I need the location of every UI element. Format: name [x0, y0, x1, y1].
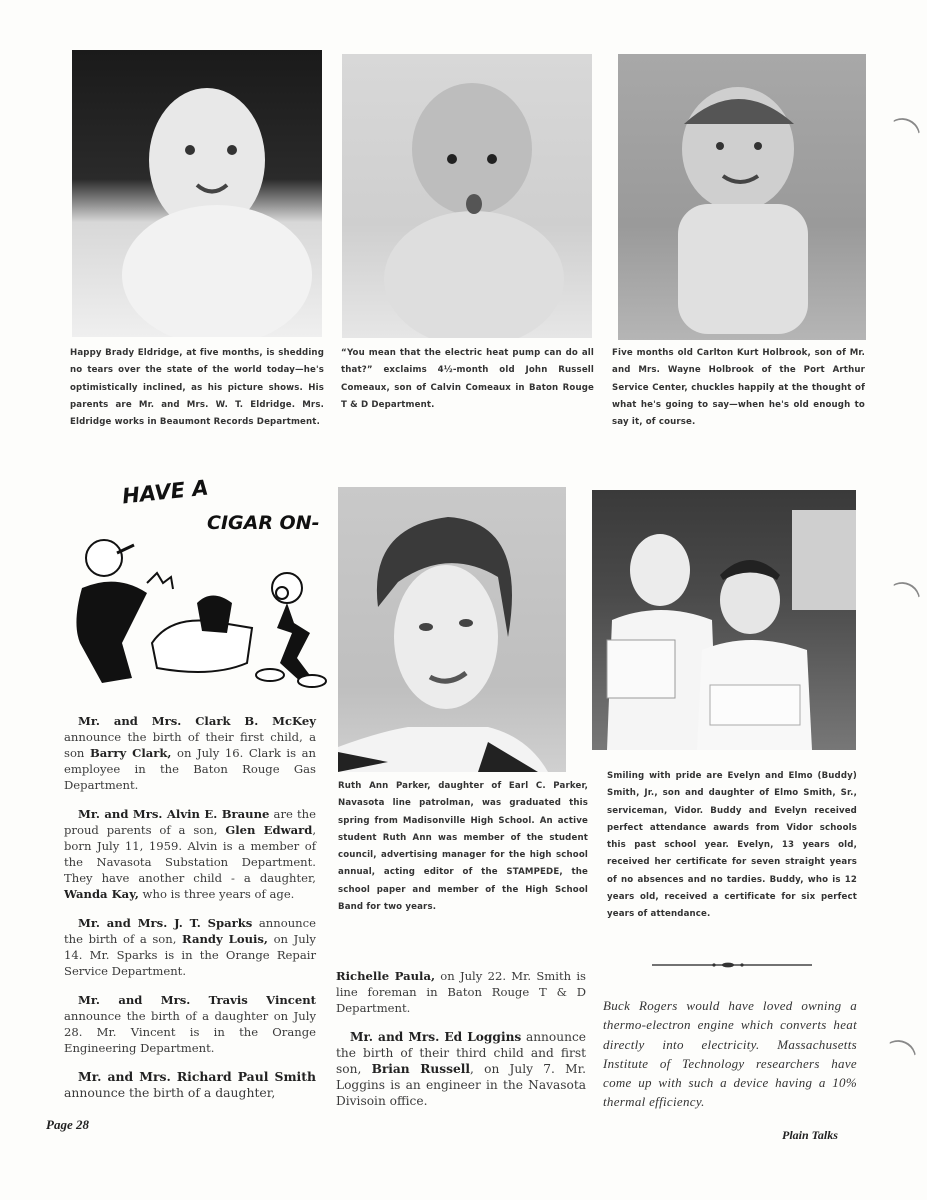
announcements-middle-column: [336, 968, 586, 1122]
announcement-vincent: Mr. and Mrs. Travis Vincent announce the birth of a daughter on July 28. Mr. Vincent is in the Orange Engineering Department.: [64, 993, 316, 1055]
punch-hole-bottom: [874, 1034, 922, 1083]
photo-evelyn-and-elmo-smith: [592, 490, 856, 750]
ornamental-divider-icon: [652, 960, 812, 970]
cartoon-have-a-cigar: [62, 475, 332, 693]
caption-carlton-holbrook: Five months old Carlton Kurt Holbrook, son of Mr. and Mrs. Wayne Holbrook of the Port Arthur Service Center, chuckles happily at the thought of what he's going to say—when he's old enough to say it, of course.: [612, 348, 865, 428]
baby-illustration: [342, 54, 592, 338]
caption-evelyn-and-elmo-smith: Smiling with pride are Evelyn and Elmo (Buddy) Smith, Jr., son and daughter of Elmo Smith, Sr., serviceman, Vidor. Buddy and Evelyn received perfect attendance awards from Vidor schools this past school year. Evelyn, 13 years old, received her certificate for seven straight years of no absences and no tardies. Buddy, who is 12 years old, received a certificate for six perfect years of attendance.: [607, 771, 857, 920]
caption-john-comeaux: “You mean that the electric heat pump can do all that?” exclaims 4½-month old John Russell Comeaux, son of Calvin Comeaux in Baton Rouge T & D Department.: [341, 348, 594, 410]
announcement-sparks: Mr. and Mrs. J. T. Sparks announce the birth of a son, Randy Louis, on July 14. Mr. Sparks is in the Orange Repair Service Department.: [64, 916, 316, 978]
cartoon-title-line1: HAVE A: [120, 475, 210, 509]
announcement-mckey: Mr. and Mrs. Clark B. McKey announce the birth of their first child, a son Barry Clark, on July 16. Clark is an employee in the Baton Rouge Gas Department.: [64, 714, 316, 792]
punch-hole-top: [878, 112, 926, 161]
publication-name: Plain Talks: [782, 1128, 838, 1142]
photo-ruth-ann-parker: [338, 487, 566, 772]
caption-brady-eldridge: Happy Brady Eldridge, at five months, is shedding no tears over the state of the world today—he's optimistically inclined, as his picture shows. His parents are Mr. and Mrs. W. T. Eldridge. Mrs. Eldridge works in Beaumont Records Department.: [70, 348, 324, 428]
cartoon-title-line2: CIGAR ON-: [207, 512, 320, 534]
announcement-smith-continued: Richelle Paula, on July 22. Mr. Smith is line foreman in Baton Rouge T & D Department.: [336, 969, 586, 1015]
photo-carlton-holbrook: [618, 54, 866, 340]
cartoon-man-and-reddy-kilowatt-icon: [62, 533, 332, 693]
caption-ruth-ann-parker: Ruth Ann Parker, daughter of Earl C. Parker, Navasota line patrolman, was graduated this spring from Madisonville High School. An active student Ruth Ann was member of the student council, advertising manager for the high school annual, acting editor of the STAMPEDE, the school paper and member of the High School Band for two years.: [338, 781, 588, 913]
photo-john-comeaux: [342, 54, 592, 338]
children-illustration: [592, 490, 856, 750]
baby-illustration: [72, 50, 322, 337]
photo-brady-eldridge: [72, 50, 322, 337]
announcement-loggins: Mr. and Mrs. Ed Loggins announce the birth of their third child and first son, Brian Russell, on July 7. Mr. Loggins is an engineer in the Navasota Divisoin office.: [336, 1030, 586, 1108]
announcements-left-column: [64, 713, 316, 1114]
announcement-smith: Mr. and Mrs. Richard Paul Smith announce the birth of a daughter,: [64, 1069, 316, 1100]
punch-hole-middle: [878, 576, 926, 625]
page-number: Page 28: [46, 1117, 89, 1132]
filler-buck-rogers: Buck Rogers would have loved owning a thermo-electron engine which converts heat directly into electricity. Massachusetts Institute of Technology researchers have come up with such a device having a 10% thermal efficiency.: [603, 998, 857, 1110]
portrait-illustration: [338, 487, 566, 772]
announcement-braune: Mr. and Mrs. Alvin E. Braune are the proud parents of a son, Glen Edward, born July 11, 1959. Alvin is a member of the Navasota Substation Department. They have another child - a daughter, Wanda Kay, who is three years of age.: [64, 807, 316, 901]
baby-illustration: [618, 54, 866, 340]
